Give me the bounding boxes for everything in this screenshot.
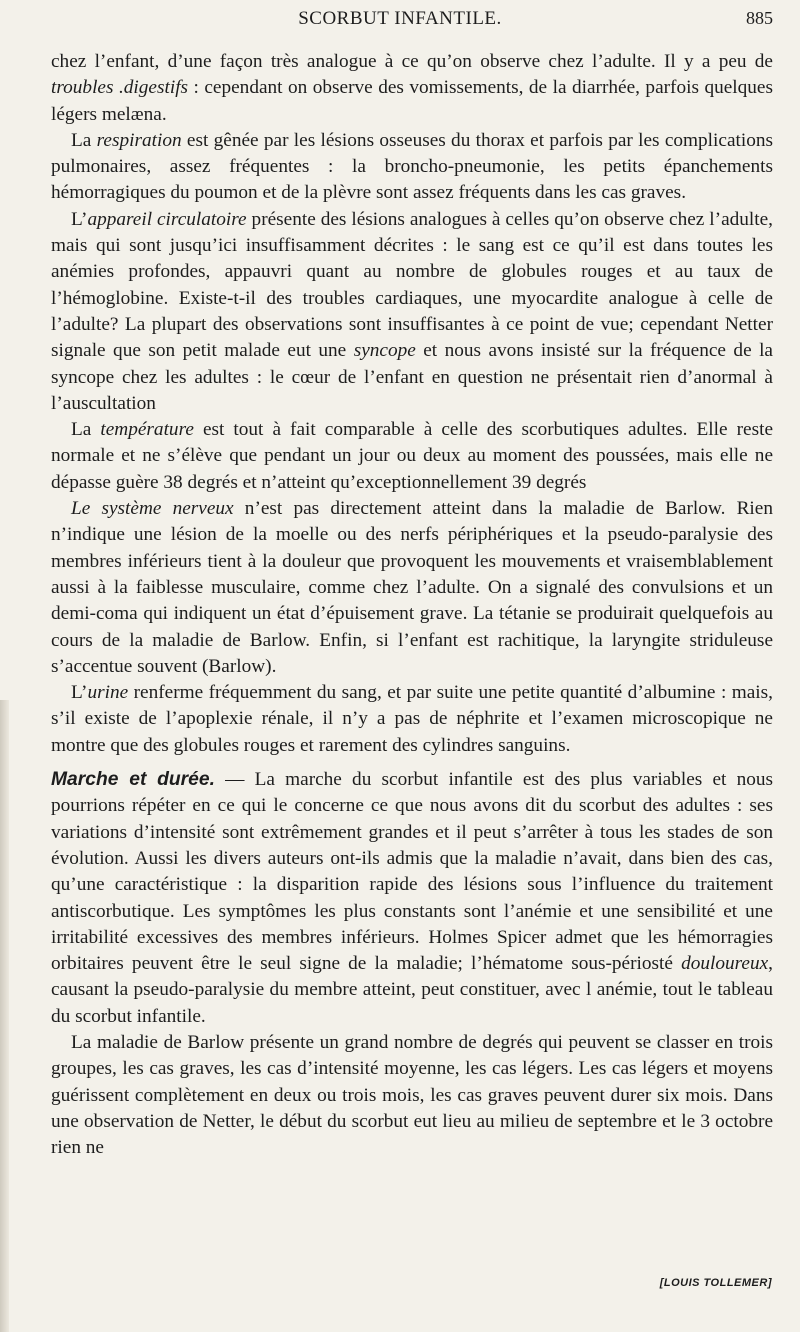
paragraph-text: renferme fréquemment du sang, et par suite une petite quantité d’albumine : mais, s’il existe de l’apoplexie rénale, il n’y a pas de néphrite et l’examen microscopique ne montre que des globules rouges et rarement des cylindres sanguins.: [51, 682, 773, 756]
paragraph: [51, 128, 773, 207]
italic-term: troubles .digestifs: [51, 77, 189, 99]
page-title: SCORBUT INFANTILE.: [298, 8, 502, 29]
body-text: [51, 49, 773, 1161]
page-edge-shadow: [0, 700, 9, 1332]
italic-term: température: [100, 419, 194, 441]
paragraph-text: — La marche du scorbut infantile est des plus variables et nous pourrions répéter en ce qui le concerne ce que nous avons dit du scorbut des adultes : ses variations d’intensité sont extrêmement grandes et il peut s’arrêter à tous les stades de son évolution. Aussi les divers auteurs ont-ils admis que la maladie n’avait, dans bien des cas, qu’une caractéristique : la disparition rapide des lésions sous l’influence du traitement antiscorbutique. Les symptômes les plus constants sont l’anémie et une sensibilité et une irritabilité excessives des membres inférieurs. Holmes Spicer admet que les hémorragies orbitaires peuvent être le seul signe de la maladie; l’hématome sous-périosté: [51, 769, 773, 975]
paragraph-text: , causant la pseudo-paralysie du membre atteint, peut constituer, avec l anémie, tout le tableau du scorbut infantile.: [51, 953, 773, 1027]
italic-term: Le système nerveux: [71, 498, 234, 520]
paragraph-text: L’: [71, 208, 88, 230]
paragraph-text: La: [71, 129, 97, 151]
paragraph-text: La maladie de Barlow présente un grand nombre de degrés qui peuvent se classer en trois groupes, les cas graves, les cas d’intensité moyenne, les cas légers. Les cas légers et moyens guérissent complètement en deux ou trois mois, les cas graves peuvent durer six mois. Dans une observation de Netter, le début du scorbut eut lieu au milieu de septembre et le 3 octobre rien ne: [51, 1031, 773, 1159]
paragraph: [51, 1030, 773, 1161]
paragraph-text: présente des lésions analogues à celles qu’on observe chez l’adulte, mais qui sont jusqu’ici insuffisamment décrites : le sang est ce qu’il est dans toutes les anémies profondes, appauvri quant au nombre de globules rouges et au taux de l’hémoglobine. Existe-t-il des troubles cardiaques, une myocardite analogue à celle de l’adulte? La plupart des observations sont insuffisantes à ce point de vue; cependant Netter signale que son petit malade eut une: [51, 208, 774, 362]
publisher-mark: [LOUIS TOLLEMER]: [659, 1277, 772, 1289]
paragraph: [51, 680, 773, 759]
paragraph-text: : cependant on observe des vomissements, de la diarrhée, parfois quelques légers melæna.: [51, 77, 773, 125]
running-head: [0, 8, 800, 38]
paragraph-text: est gênée par les lésions osseuses du thorax et parfois par les complications pulmonaires, assez fréquentes : la broncho-pneumonie, les petits épanchements hémorragiques du poumon et de la plèvre sont assez fréquents dans les cas graves.: [51, 129, 774, 204]
paragraph-text: chez l’enfant, d’une façon très analogue à ce qu’on observe chez l’adulte. Il y a peu de: [51, 51, 773, 72]
italic-term: respiration: [96, 129, 182, 151]
paragraph-text: et nous avons insisté sur la fréquence de la syncope chez les adultes : le cœur de l’enfant en question ne présentait rien d’anormal à l’auscultation: [51, 340, 773, 414]
italic-term: appareil circulatoire: [87, 208, 247, 230]
paragraph: [51, 49, 773, 128]
paragraph: [51, 496, 773, 680]
paragraph-text: L’: [71, 682, 88, 704]
paragraph-text: La: [71, 419, 101, 441]
paragraph: [51, 767, 773, 1030]
paragraph: [51, 417, 773, 496]
italic-term: urine: [87, 682, 129, 704]
paragraph-text: n’est pas directement atteint dans la maladie de Barlow. Rien n’indique une lésion de la moelle ou des nerfs périphériques et la pseudo-paralysie des membres inférieurs tient à la douleur que provoquent les mouvements et vraisemblablement aussi à la faiblesse musculaire, comme chez l’adulte. On a signalé des convulsions et un demi-coma qui indiquent un état d’épuisement grave. La tétanie se produirait quelquefois au cours de la maladie de Barlow. Enfin, si l’enfant est rachitique, la laryngite striduleuse s’accentue souvent (Barlow).: [51, 498, 773, 677]
paragraph-text: est tout à fait comparable à celle des scorbutiques adultes. Elle reste normale et ne s’élève que pendant un jour ou deux au moment des poussées, mais elle ne dépasse guère 38 degrés et n’atteint qu’exceptionnellement 39 degrés: [51, 419, 774, 493]
italic-term: douloureux: [681, 953, 769, 975]
section-heading: Marche et durée.: [51, 769, 215, 791]
page-number: 885: [746, 8, 773, 28]
italic-term: syncope: [353, 340, 416, 362]
paragraph: [51, 207, 773, 417]
